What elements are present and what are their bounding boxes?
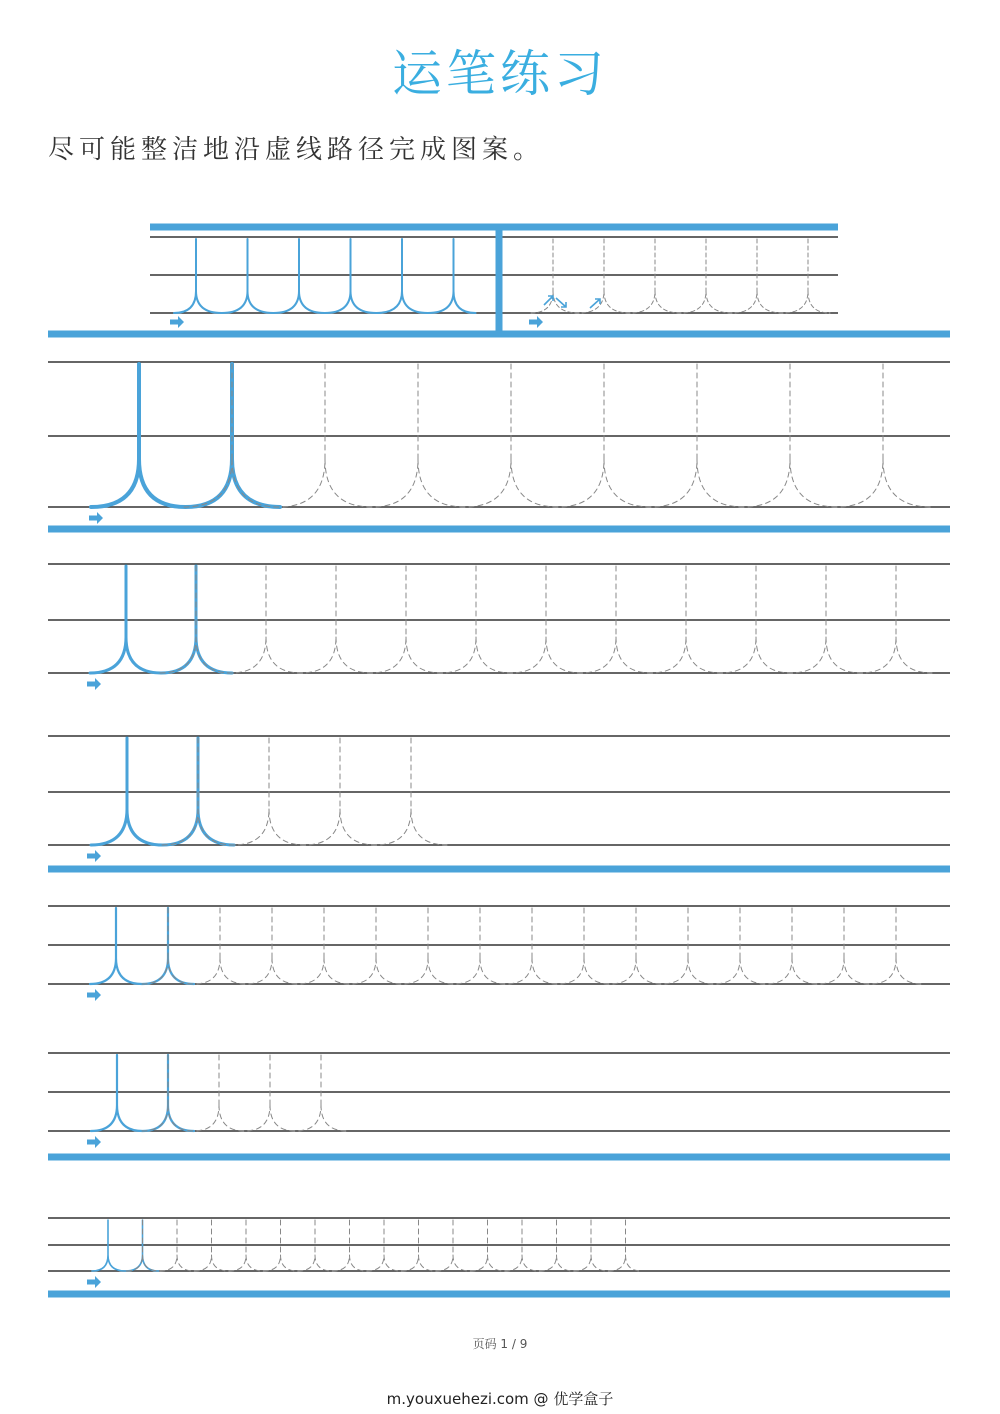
direction-arrow-0 <box>170 316 184 328</box>
page-title: 运笔练习 <box>392 45 608 103</box>
stroke-hint-arrow-1 <box>544 296 553 305</box>
direction-arrow-1 <box>89 512 103 524</box>
direction-arrow-3 <box>87 850 101 862</box>
direction-arrow-6 <box>87 1276 101 1288</box>
page-indicator: 页码 1 / 9 <box>472 1337 528 1351</box>
direction-arrow-2 <box>87 678 101 690</box>
dashed-trace-pattern-4 <box>142 908 922 984</box>
solid-guide-pattern-5 <box>91 1055 194 1131</box>
instructions-text: 尽可能整洁地沿虚线路径完成图案。 <box>48 135 545 165</box>
direction-arrow-0b <box>529 316 543 328</box>
footer-credit: m.youxuehezi.com @ 优学盒子 <box>386 1390 614 1408</box>
solid-guide-pattern-0 <box>174 239 476 313</box>
direction-arrow-4 <box>87 989 101 1001</box>
solid-guide-pattern-4 <box>90 908 194 984</box>
dashed-trace-pattern-0 <box>531 239 830 313</box>
dashed-trace-pattern-5 <box>142 1055 347 1131</box>
direction-arrow-5 <box>87 1136 101 1148</box>
